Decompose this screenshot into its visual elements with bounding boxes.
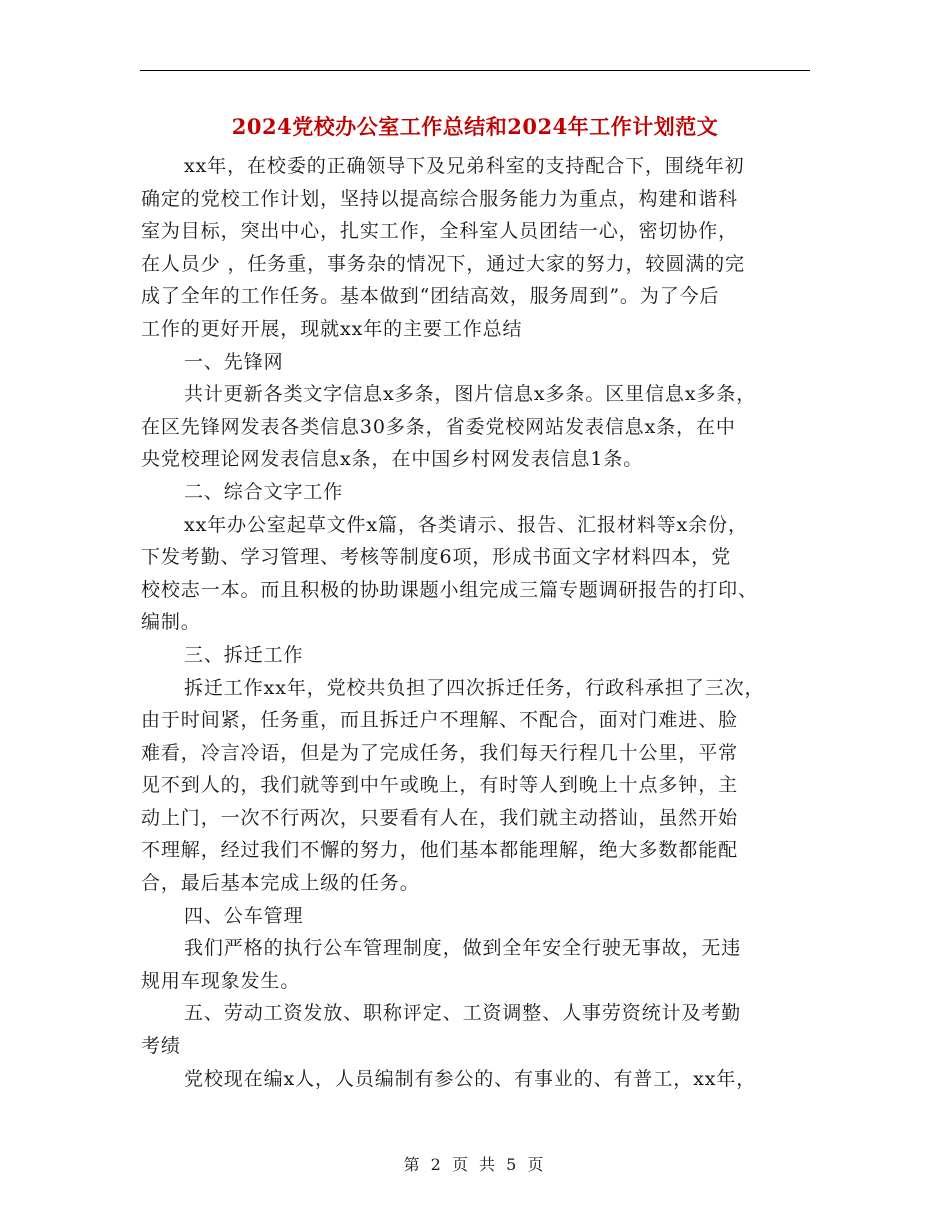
paragraph-line: 编制。 (141, 611, 201, 634)
paragraph-line: 难看，冷言冷语，但是为了完成任务，我们每天行程几十公里，平常 (141, 741, 739, 764)
paragraph-line: 见不到人的，我们就等到中午或晚上，有时等人到晚上十点多钟，主 (141, 774, 739, 797)
paragraph-line: 拆迁工作xx年，党校共负担了四次拆迁任务，行政科承担了三次， (184, 676, 765, 699)
paragraph-line: xx年办公室起草文件x篇，各类请示、报告、汇报材料等x余份， (184, 513, 748, 536)
paragraph-line: 不理解，经过我们不懈的努力，他们基本都能理解，绝大多数都能配 (141, 839, 739, 862)
section-heading: 三、拆迁工作 (184, 643, 304, 666)
paragraph-line: 在区先锋网发表各类信息30多条，省委党校网站发表信息x条，在中 (141, 415, 736, 438)
section-heading-continued: 考绩 (141, 1035, 181, 1058)
document-body (141, 150, 826, 1095)
paragraph-line: 在人员少 ，任务重，事务杂的情况下，通过大家的努力，较圆满的完 (141, 252, 745, 275)
section-heading: 二、综合文字工作 (184, 480, 344, 503)
paragraph-line: 共计更新各类文字信息x多条，图片信息x多条。区里信息x多条， (184, 383, 757, 406)
paragraph-line: 央党校理论网发表信息x条，在中国乡村网发表信息1条。 (141, 448, 644, 471)
paragraph-line: 我们严格的执行公车管理制度，做到全年安全行驶无事故，无违 (184, 937, 742, 960)
paragraph-line: 动上门，一次不行两次，只要看有人在，我们就主动搭讪，虽然开始 (141, 806, 739, 829)
paragraph-line: xx年，在校委的正确领导下及兄弟科室的支持配合下，围绕年初 (184, 155, 745, 177)
header-rule (140, 70, 810, 71)
paragraph-line: 由于时间紧，任务重，而且拆迁户不理解、不配合，面对门难进、脸 (141, 709, 739, 732)
paragraph-line: 工作的更好开展，现就xx年的主要工作总结 (141, 317, 523, 340)
document-title: 2024党校办公室工作总结和2024年工作计划范文 (231, 114, 719, 139)
paragraph-line: 成了全年的工作任务。基本做到“团结高效，服务周到”。为了今后 (141, 285, 720, 308)
paragraph-line: 室为目标，突出中心，扎实工作，全科室人员团结一心，密切协作， (141, 220, 739, 243)
paragraph-line: 合，最后基本完成上级的任务。 (141, 872, 420, 895)
paragraph-line: 党校现在编x人，人员编制有参公的、有事业的、有普工，xx年， (184, 1067, 757, 1090)
paragraph-line: 下发考勤、学习管理、考核等制度6项，形成书面文字材料四本，党 (141, 546, 732, 569)
paragraph-line: 校校志一本。而且积极的协助课题小组完成三篇专题调研报告的打印、 (141, 578, 758, 601)
section-heading: 四、公车管理 (184, 904, 304, 927)
page-footer: 第 2 页 共 5 页 (403, 1155, 547, 1174)
paragraph-line: 规用车现象发生。 (141, 969, 301, 992)
section-heading: 一、先锋网 (184, 350, 284, 373)
paragraph-line: 确定的党校工作计划，坚持以提高综合服务能力为重点，构建和谐科 (141, 187, 739, 210)
section-heading: 五、劳动工资发放、职称评定、工资调整、人事劳资统计及考勤 (184, 1002, 742, 1025)
